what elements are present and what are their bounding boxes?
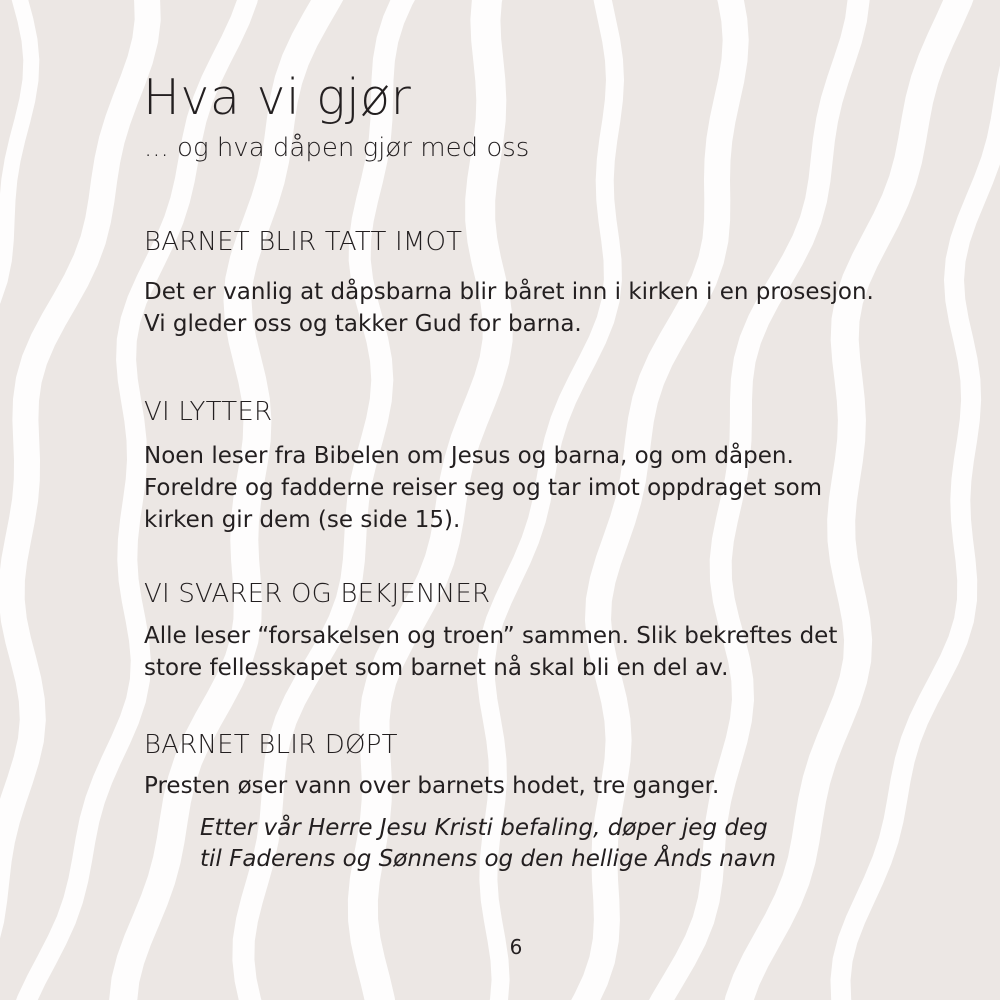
body-line: Alle leser “forsakelsen og troen” sammen. Slik bekreftes det	[144, 623, 838, 649]
section-heading-welcome: BARNET BLIR TATT IMOT	[144, 227, 463, 257]
section-heading-confess: VI SVARER OG BEKJENNER	[144, 579, 491, 609]
quote-line: Etter vår Herre Jesu Kristi befaling, døper jeg deg	[200, 815, 768, 841]
body-line: Presten øser vann over barnets hodet, tre ganger.	[144, 773, 720, 799]
section-body-welcome	[144, 276, 874, 340]
baptism-formula-quote	[200, 813, 776, 875]
page-number: 6	[509, 935, 523, 959]
page-subtitle: ... og hva dåpen gjør med oss	[144, 133, 530, 163]
body-line: Noen leser fra Bibelen om Jesus og barna, og om dåpen.	[144, 443, 794, 469]
body-line: Det er vanlig at dåpsbarna blir båret inn i kirken i en prosesjon.	[144, 279, 874, 305]
section-body-baptism	[144, 770, 719, 802]
section-body-confess	[144, 620, 837, 684]
body-line: store fellesskapet som barnet nå skal bli en del av.	[144, 655, 729, 681]
section-heading-baptism: BARNET BLIR DØPT	[144, 730, 398, 760]
body-line: Vi gleder oss og takker Gud for barna.	[144, 311, 582, 337]
page-title: Hva vi gjør	[143, 69, 412, 126]
section-body-listen	[144, 440, 822, 536]
quote-line: til Faderens og Sønnens og den hellige Ånds navn	[200, 846, 777, 872]
body-line: kirken gir dem (se side 15).	[144, 507, 461, 533]
body-line: Foreldre og fadderne reiser seg og tar imot oppdraget som	[144, 475, 823, 501]
section-heading-listen: VI LYTTER	[144, 397, 273, 427]
